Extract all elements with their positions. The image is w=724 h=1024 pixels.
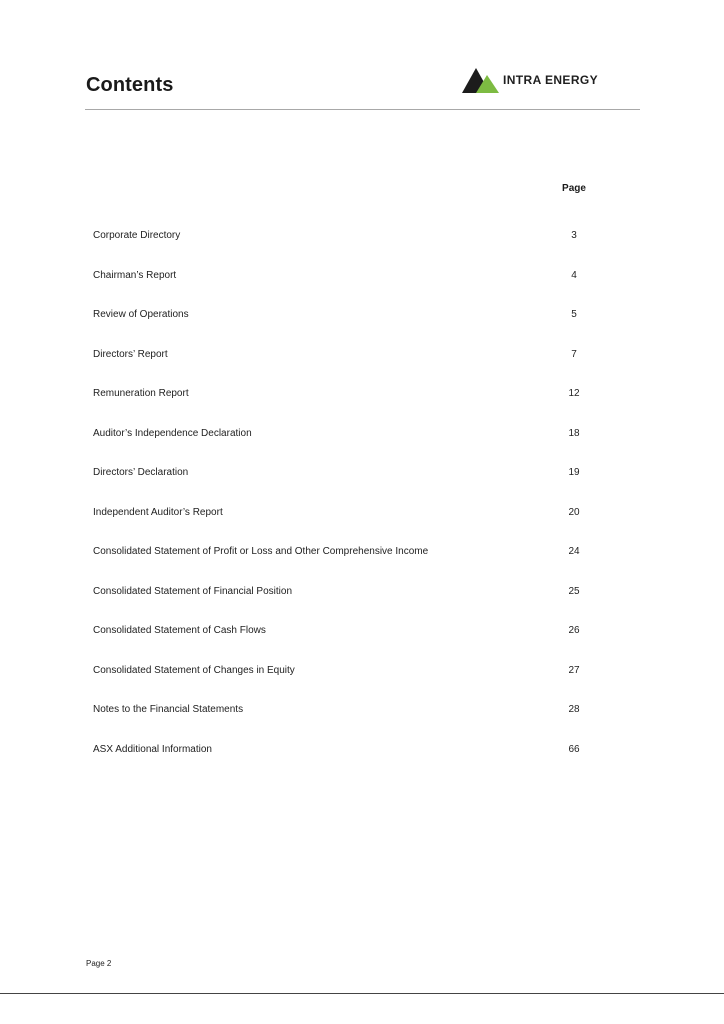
toc-entry-page: 66	[568, 743, 580, 755]
toc-entry-page: 28	[568, 704, 580, 716]
toc-entry[interactable]	[93, 256, 613, 296]
toc-entry-page: 3	[571, 230, 577, 242]
toc-entry-title: Consolidated Statement of Cash Flows	[93, 625, 266, 637]
toc-entry[interactable]	[93, 730, 613, 770]
footer-divider	[0, 993, 724, 994]
toc-entry-page: 25	[568, 585, 580, 597]
toc-entry-page: 24	[568, 546, 580, 558]
mountain-logo-icon	[462, 67, 500, 93]
toc-entry-title: Corporate Directory	[93, 230, 181, 242]
toc-entry-title: Consolidated Statement of Changes in Equity	[93, 664, 295, 676]
toc-entry[interactable]	[93, 651, 613, 691]
toc-entry-title: Consolidated Statement of Profit or Loss and Other Comprehensive Income	[93, 546, 429, 558]
toc-entry-title: Review of Operations	[93, 309, 189, 321]
toc-entry-page: 4	[571, 269, 577, 281]
toc-entry[interactable]	[93, 295, 613, 335]
footer-page-number: Page 2	[86, 959, 112, 968]
toc-entry-title: Notes to the Financial Statements	[93, 704, 244, 716]
toc-entry-title: Directors’ Declaration	[93, 467, 189, 479]
toc-entry-page: 27	[568, 664, 580, 676]
toc-entry-title: Remuneration Report	[93, 388, 189, 400]
company-logo	[462, 66, 598, 94]
toc-entry-title: Independent Auditor’s Report	[93, 506, 223, 518]
toc-entry[interactable]	[93, 690, 613, 730]
toc-entry-title: ASX Additional Information	[93, 743, 212, 755]
toc-entry-page: 7	[571, 348, 577, 360]
toc-entry[interactable]	[93, 572, 613, 612]
toc-entry[interactable]	[93, 453, 613, 493]
toc-entry[interactable]	[93, 374, 613, 414]
toc-entry[interactable]	[93, 414, 613, 454]
toc-entry-title: Consolidated Statement of Financial Position	[93, 585, 293, 597]
toc-entry[interactable]	[93, 493, 613, 533]
toc-entry[interactable]	[93, 216, 613, 256]
toc-entry-title: Directors’ Report	[93, 348, 168, 360]
toc-entry-title: Auditor’s Independence Declaration	[93, 427, 252, 439]
toc-entry-page: 12	[568, 388, 580, 400]
toc-entry-page: 26	[568, 625, 580, 637]
toc-entry[interactable]	[93, 532, 613, 572]
toc-entry-page: 19	[568, 467, 580, 479]
header-divider	[85, 109, 640, 110]
toc-entry-page: 20	[568, 506, 580, 518]
toc-entry-title: Chairman’s Report	[93, 269, 177, 281]
toc-entry-page: 18	[568, 427, 580, 439]
toc-entry-page: 5	[571, 309, 577, 321]
logo-text: INTRA ENERGY	[503, 73, 599, 87]
toc-entry[interactable]	[93, 611, 613, 651]
table-of-contents	[93, 216, 613, 769]
page-title: Contents	[86, 74, 174, 96]
page-column-header: Page	[562, 183, 586, 194]
toc-entry[interactable]	[93, 335, 613, 375]
